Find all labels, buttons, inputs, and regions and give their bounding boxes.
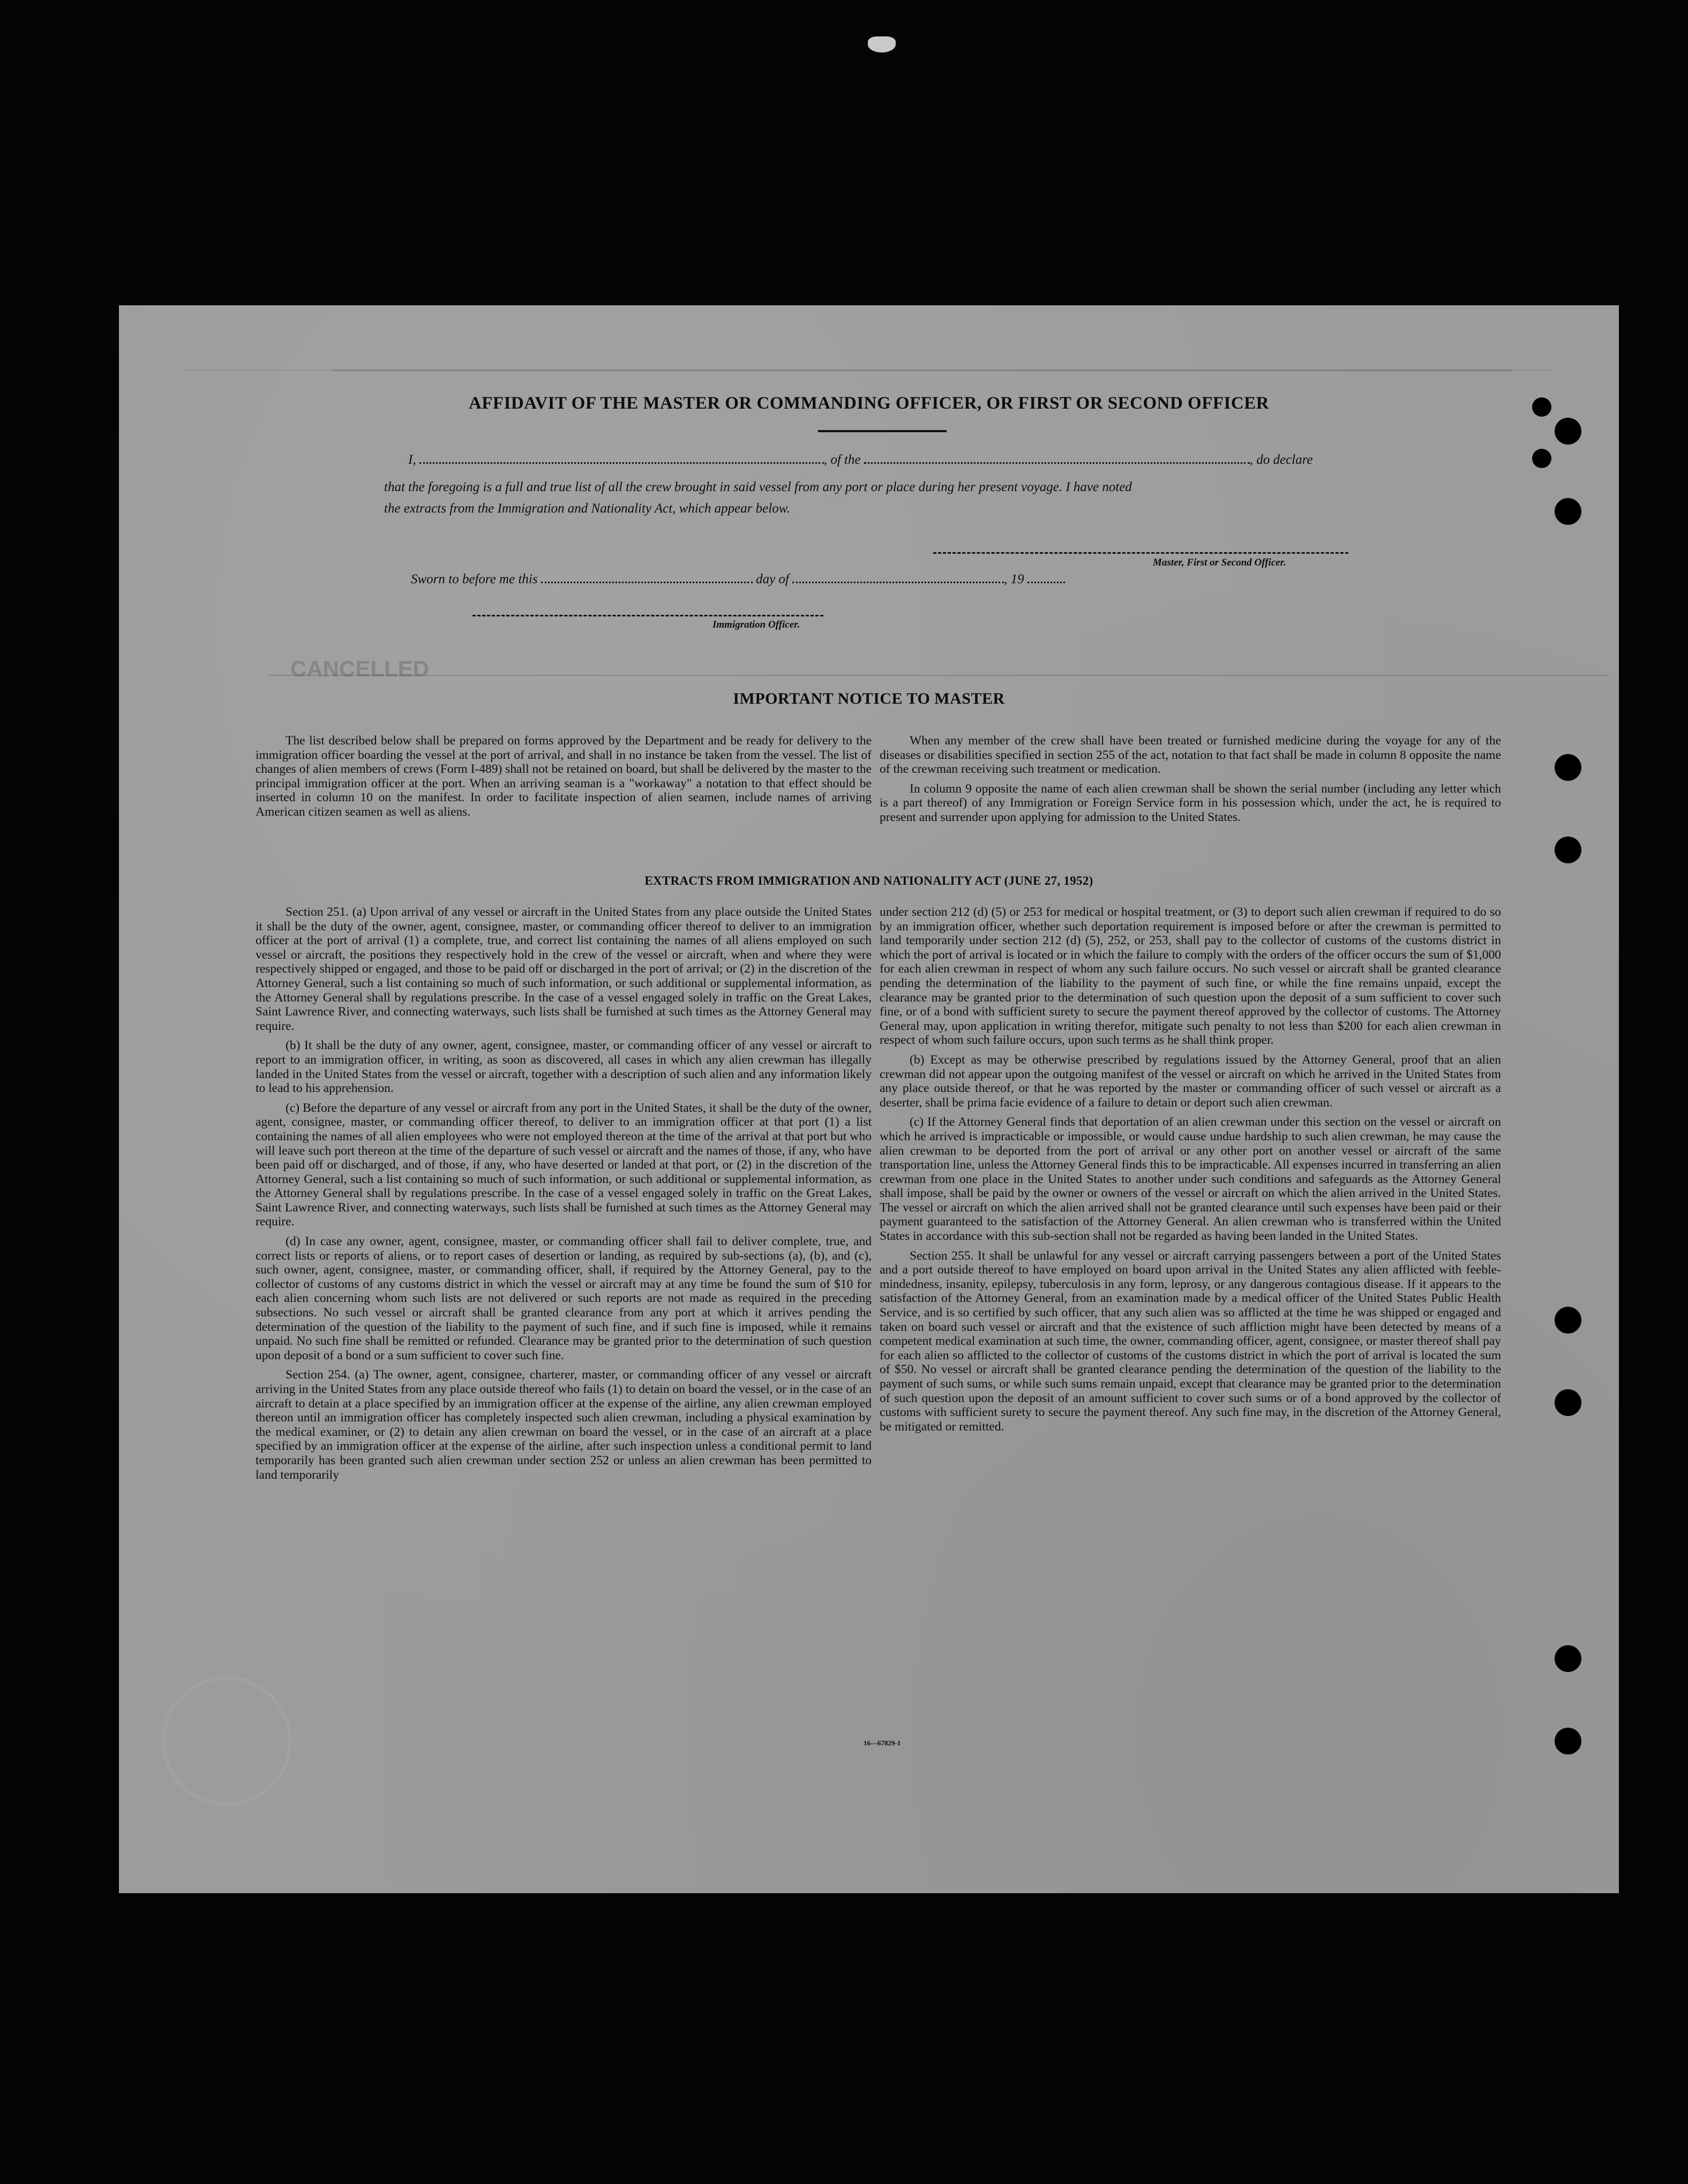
sworn-month-blank <box>792 572 1004 583</box>
punch-hole <box>1555 1307 1581 1334</box>
sworn-label: Sworn to before me this <box>411 572 538 586</box>
show-through-text <box>183 337 1549 371</box>
punch-hole <box>1532 449 1551 468</box>
notice-title: IMPORTANT NOTICE TO MASTER <box>733 690 1005 707</box>
extracts-left-column <box>256 905 872 1487</box>
punch-hole <box>1555 837 1581 863</box>
do-declare-label: , do declare <box>1249 453 1313 467</box>
i-label: I, <box>408 453 416 467</box>
notice-right-column <box>880 734 1501 830</box>
seal-show-through <box>162 1676 291 1806</box>
punch-hole <box>1555 1389 1581 1416</box>
punch-hole <box>1555 498 1581 525</box>
declarant-line <box>408 453 1313 468</box>
section-251a: Section 251. (a) Upon arrival of any vessel or aircraft in the United States from any place outside the United States it shall be the duty of the owner, agent, consignee, master, or commanding officer thereof to deliver to an immigration officer at the port of arrival (1) a complete, true, and correct list containing the names of all aliens employed on such vessel or aircraft, the positions they respectively hold in the crew of the vessel or aircraft, when and where they were respectively shipped or engaged, and those to be paid off or discharged in the port of arrival; or (2) in the discretion of the Attorney General, such a list containing so much of such information, or such additional or supplemental information, as the Attorney General shall by regulations prescribe. In the case of a vessel engaged solely in traffic on the Great Lakes, Saint Lawrence River, and connecting waterways, such lists shall be furnished at such times as the Attorney General may require. <box>256 905 872 1033</box>
affidavit-statement-line1: that the foregoing is a full and true list of all the crew brought in said vessel from any port or place during her present voyage. I have noted <box>384 480 1132 494</box>
section-254b: (b) Except as may be otherwise prescribed by regulations issued by the Attorney General, proof that an alien crewman did not appear upon the outgoing manifest of the vessel or aircraft on which he arrived in the United States from any place outside thereof, or that he was reported by the master or commanding officer of such vessel or aircraft as a deserter, shall be prima facie evidence of a failure to detain or deport such alien crewman. <box>880 1052 1501 1110</box>
punch-hole <box>1555 418 1581 445</box>
punch-hole <box>1555 754 1581 781</box>
notice-left-column <box>256 734 872 825</box>
section-251d: (d) In case any owner, agent, consignee, master, or commanding officer shall fail to deliver complete, true, and correct lists or reports of aliens, or to report cases of desertion or landing, as required by sub-sections (a), (b), and (c), such owner, agent, consignee, master, or commanding officer, shall, if required by the Attorney General, pay to the collector of customs of any customs district in which the vessel or aircraft may at any time be found the sum of $10 for each alien concerning whom such lists are not delivered or such reports are not made as required in the preceding subsections. No such vessel or aircraft shall be granted clearance from any port at which it arrives pending the determination of the question of the liability to the payment of such fine, and if such fine is imposed, while it remains unpaid. No such fine shall be remitted or refunded. Clearance may be granted prior to the determination of such question upon deposit of a bond or a sum sufficient to cover such fine. <box>256 1234 872 1362</box>
master-signature-label: Master, First or Second Officer. <box>1153 557 1286 568</box>
notice-left-paragraph: The list described below shall be prepared on forms approved by the Department and be ready for delivery to the immigration officer boarding the vessel at the port of arrival, and shall in no instance be taken from the vessel. The list of changes of alien members of crews (Form I-489) shall not be retained on board, but shall be delivered by the master to the principal immigration officer at the port. When an arriving seaman is a "workaway" a notation to that effect should be inserted in column 10 on the manifest. In order to facilitate inspection of alien seamen, include names of arriving American citizen seamen as well as aliens. <box>256 734 872 819</box>
affidavit-title: AFFIDAVIT OF THE MASTER OR COMMANDING OFFICER, OR FIRST OR SECOND OFFICER <box>468 394 1270 413</box>
notice-right-paragraph: When any member of the crew shall have been treated or furnished medicine during the voyage for any of the diseases or disabilities specified in section 255 of the act, notation to that fact shall be made in column 8 opposite the name of the crewman receiving such treatment or medication. <box>880 734 1501 777</box>
extracts-right-column <box>880 905 1501 1439</box>
declarant-name-blank <box>419 453 824 464</box>
notice-right-paragraph: In column 9 opposite the name of each alien crewman shall be shown the serial number (including any letter which is a part thereof) of any Immigration or Foreign Service form in his possession which, under the act, he is required to present and surrender upon applying for admission to the United States. <box>880 781 1501 824</box>
section-251c: (c) Before the departure of any vessel or aircraft from any port in the United States, it shall be the duty of the owner, agent, consignee, master, or commanding officer thereof, to deliver to an immigration officer at that port (1) a list containing the names of all alien employees who were not employed thereon at the time of the arrival at that port but who will leave such port thereon at the time of the departure of such vessel or aircraft and the names of those, if any, who have been paid off or discharged, and of those, if any, who have deserted or landed at that port, or (2) in the discretion of the Attorney General, such a list containing so much of such information, or such additional or supplemental information, as the Attorney General shall by regulations prescribe. In the case of a vessel engaged solely in traffic on the Great Lakes, Saint Lawrence River, and connecting waterways, such lists shall be furnished at such times as the Attorney General may require. <box>256 1101 872 1229</box>
of-the-label: , of the <box>823 453 861 467</box>
day-of-label: day of <box>756 572 789 586</box>
section-254a: Section 254. (a) The owner, agent, consignee, charterer, master, or commanding officer of any vessel or aircraft arriving in the United States from any place outside thereof who fails (1) to detain on board the vessel, or in the case of an aircraft to detain at a place specified by an immigration officer at the expense of the airline, any alien crewman employed thereon until an immigration officer has completely inspected such alien crewman, including a physical examination by the medical examiner, or (2) to detain any alien crewman on board the vessel, or in the case of an aircraft at a place specified by an immigration officer at the expense of the airline, after such inspection unless a conditional permit to land temporarily has been granted such alien crewman under section 252 or unless an alien crewman has been permitted to land temporarily <box>256 1368 872 1482</box>
section-254c: (c) If the Attorney General finds that deportation of an alien crewman under this section on the vessel or aircraft on which he arrived is impracticable or impossible, or would cause undue hardship to such alien crewman, he may cause the alien crewman to be deported from the port of arrival or any other port on another vessel or aircraft of the same transportation line, unless the Attorney General finds this to be impracticable. All expenses incurred in transferring an alien crewman from one place in the United States to another under such conditions and safeguards as the Attorney General shall impose, shall be paid by the owner or owners of the vessel or aircraft on which the alien arrived in the United States. The vessel or aircraft on which the alien arrived shall not be granted clearance until such expenses have been paid or their payment guaranteed to the satisfaction of the Attorney General. An alien crewman who is transferred within the United States in accordance with this sub-section shall not be regarded as having been landed in the United States. <box>880 1115 1501 1244</box>
punch-hole <box>1555 1728 1581 1754</box>
section-255: Section 255. It shall be unlawful for any vessel or aircraft carrying passengers between a port of the United States and a port outside thereof to have employed on board upon arrival in the United States any alien afflicted with feeble-mindedness, insanity, epilepsy, tuberculosis in any form, leprosy, or any dangerous contagious disease. If it appears to the satisfaction of the Attorney General, from an examination made by a medical officer of the United States Public Health Service, and is so certified by such officer, that any such alien was so afflicted at the time he was shipped or engaged and taken on board such vessel or aircraft and that the existence of such affliction might have been detected by means of a competent medical examination at such time, the owner, commanding officer, agent, consignee, or master thereof shall pay for each alien so afflicted to the collector of customs of the customs district in which the port of arrival is located the sum of $50. No vessel or aircraft shall be granted clearance pending the determination of the question of the liability to the payment of such sums, or while such sums remain unpaid, except that clearance may be granted prior to the determination of such question upon the deposit of an amount sufficient to cover such sums or of a bond approved by the collector of customs with sufficient surety to secure the payment thereof. Any such fine may, in the discretion of the Attorney General, be mitigated or remitted. <box>880 1248 1501 1434</box>
manifest-back-page <box>119 305 1619 1893</box>
form-number: 16—67829-1 <box>864 1739 901 1747</box>
sworn-day-blank <box>541 572 753 583</box>
show-through-text <box>333 370 1512 393</box>
immigration-officer-label: Immigration Officer. <box>712 619 800 630</box>
section-254a-continued: under section 212 (d) (5) or 253 for medical or hospital treatment, or (3) to deport such alien crewman if required to do so by an immigration officer, whether such deportation requirement is imposed before or after the crewman is permitted to land temporarily under section 212 (d) (5), 252, or 253, shall pay to the collector of customs of the customs district in which the port of arrival is located or in which the failure to comply with the orders of the officer occurs the sum of $1,000 for each alien crewman in respect of whom any such failure occurs. No such vessel or aircraft shall be granted clearance pending the determination of the liability to the payment of such fine, or while the fine remains unpaid, except the clearance may be granted prior to the determination of such question upon the deposit of a sum sufficient to cover such fine, or of a bond with sufficient surety to secure the payment thereof approved by the collector of customs. The Attorney General may, upon application in writing therefor, mitigate such penalty to not less than $200 for each alien crewman in respect of whom such failure occurs, upon such terms as he shall think proper. <box>880 905 1501 1048</box>
film-scratch <box>868 36 896 52</box>
year-label: , 19 <box>1004 572 1024 586</box>
master-signature-line <box>933 552 1348 554</box>
section-251b: (b) It shall be the duty of any owner, agent, consignee, master, or commanding officer of any vessel or aircraft to report to an immigration officer, in writing, as soon as discovered, all cases in which any alien crewman has illegally landed in the United States from the vessel or aircraft, together with a description of such alien and any information likely to lead to his apprehension. <box>256 1038 872 1096</box>
extracts-title: EXTRACTS FROM IMMIGRATION AND NATIONALITY ACT (JUNE 27, 1952) <box>644 874 1093 887</box>
sworn-line <box>411 572 1065 587</box>
immigration-officer-line <box>472 615 823 616</box>
vessel-name-blank <box>864 453 1250 464</box>
affidavit-statement-line2: the extracts from the Immigration and Nationality Act, which appear below. <box>384 501 790 516</box>
title-underline <box>818 430 947 432</box>
separator-rule <box>269 675 1608 676</box>
sworn-year-blank <box>1027 572 1065 583</box>
cancelled-stamp: CANCELLED <box>290 656 429 681</box>
punch-hole <box>1555 1645 1581 1672</box>
